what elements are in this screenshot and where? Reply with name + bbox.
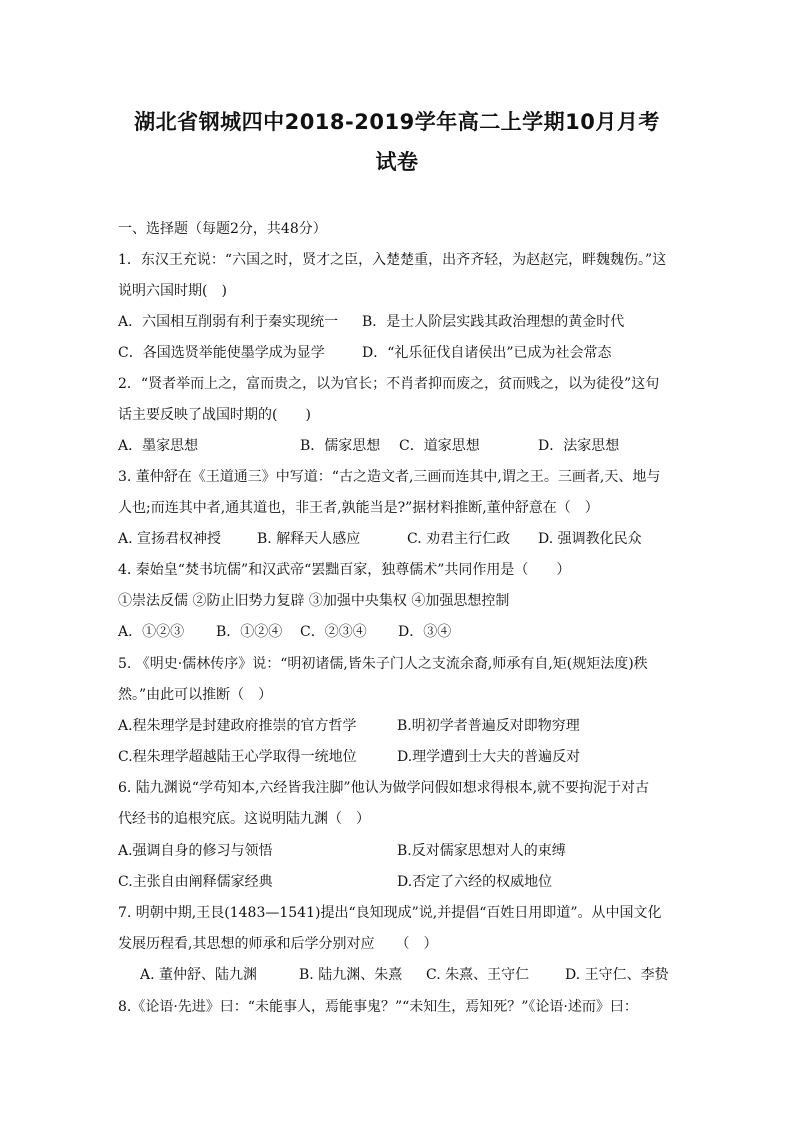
q7-option-b: B. 陆九渊、朱熹 <box>299 967 403 983</box>
q5-stem-line1: 5. 《明史·儒林传序》说：“明初诸儒,皆朱子门人之支流余裔,师承有自,矩(规矩法度)秩 <box>118 656 648 672</box>
q6-option-c: C.主张自由阐释儒家经典 <box>118 874 273 890</box>
section-heading: 一、选择题（每题2分，共48分） <box>118 221 327 237</box>
exam-title-line1: 湖北省钢城四中2018-2019学年高二上学期10月月考 <box>134 110 660 134</box>
q3-stem-line1: 3. 董仲舒在《王道通三》中写道：“古之造文者,三画而连其中,谓之王。三画者,天、地与 <box>118 469 661 485</box>
q6-stem-line2: 代经书的追根究底。这说明陆九渊（ ） <box>118 811 370 827</box>
q7-option-c: C. 朱熹、王守仁 <box>426 967 530 983</box>
q2-option-b: B．儒家思想 <box>300 438 381 454</box>
q1-option-d: D．“礼乐征伐自诸侯出”已成为社会常态 <box>362 345 612 361</box>
q2-stem-line2: 话主要反映了战国时期的( ) <box>118 407 311 423</box>
q2-option-c: C．道家思想 <box>399 438 480 454</box>
q4-option-b: B．①②④ <box>216 624 283 640</box>
q4-option-c: C．②③④ <box>300 624 367 640</box>
q5-option-c: C.程朱理学超越陆王心学取得一统地位 <box>118 749 357 765</box>
q7-option-a: A. 董仲舒、陆九渊 <box>140 967 258 983</box>
q7-option-d: D. 王守仁、李贽 <box>565 967 669 983</box>
q1-option-c: C．各国选贤举能使墨学成为显学 <box>118 345 325 361</box>
q6-option-d: D.否定了六经的权威地位 <box>397 874 553 890</box>
q1-option-b: B．是士人阶层实践其政治理想的黄金时代 <box>362 314 625 330</box>
q6-option-a: A.强调自身的修习与领悟 <box>118 843 273 859</box>
q5-option-a: A.程朱理学是封建政府推崇的官方哲学 <box>118 718 357 734</box>
q8-stem-line1: 8.《论语·先进》曰：“未能事人，焉能事鬼？”“未知生，焉知死？”《论语·述而》曰： <box>118 999 638 1015</box>
q4-option-d: D．③④ <box>398 624 452 640</box>
exam-title-line2: 试卷 <box>375 150 419 174</box>
q7-stem-line1: 7. 明朝中期,王艮(1483—1541)提出“良知现成”说,并提倡“百姓日用即道”。从中国文化 <box>118 905 662 921</box>
q4-stem-line2: ①崇法反儒 ②防止旧势力复辟 ③加强中央集权 ④加强思想控制 <box>118 593 510 609</box>
q6-option-b: B.反对儒家思想对人的束缚 <box>397 843 566 859</box>
q2-option-d: D．法家思想 <box>538 438 620 454</box>
q5-option-d: D.理学遭到士大夫的普遍反对 <box>397 749 581 765</box>
q3-option-a: A. 宣扬君权神授 <box>118 531 222 547</box>
q1-stem-line1: 1．东汉王充说：“六国之时，贤才之臣，入楚楚重，出齐齐轻，为赵赵完，畔魏魏伤。”这 <box>118 252 667 268</box>
q5-option-b: B.明初学者普遍反对即物穷理 <box>397 718 580 734</box>
q2-option-a: A．墨家思想 <box>118 438 199 454</box>
q3-option-b: B. 解释天人感应 <box>257 531 361 547</box>
q2-stem-line1: 2．“贤者举而上之，富而贵之，以为官长；不肖者抑而废之，贫而贱之，以为徒役”这句 <box>118 376 660 392</box>
q3-option-c: C. 劝君主行仁政 <box>407 531 511 547</box>
q3-option-d: D. 强调教化民众 <box>538 531 642 547</box>
q6-stem-line1: 6. 陆九渊说“学苟知本,六经皆我注脚”他认为做学问假如想求得根本,就不要拘泥于对古 <box>118 780 650 796</box>
q4-stem-line1: 4. 秦始皇“焚书坑儒”和汉武帝“罢黜百家，独尊儒术”共同作用是（ ） <box>118 562 571 578</box>
q3-stem-line2: 人也;而连其中者,通其道也，非王者,孰能当是?”据材料推断,董仲舒意在（ ） <box>118 500 599 516</box>
q1-stem-line2: 说明六国时期( ) <box>118 283 227 299</box>
q4-option-a: A．①②③ <box>118 624 185 640</box>
q5-stem-line2: 然。”由此可以推断（ ） <box>118 687 273 703</box>
q1-option-a: A．六国相互削弱有利于秦实现统一 <box>118 314 339 330</box>
q7-stem-line2: 发展历程看,其思想的师承和后学分别对应 （ ） <box>118 936 438 952</box>
